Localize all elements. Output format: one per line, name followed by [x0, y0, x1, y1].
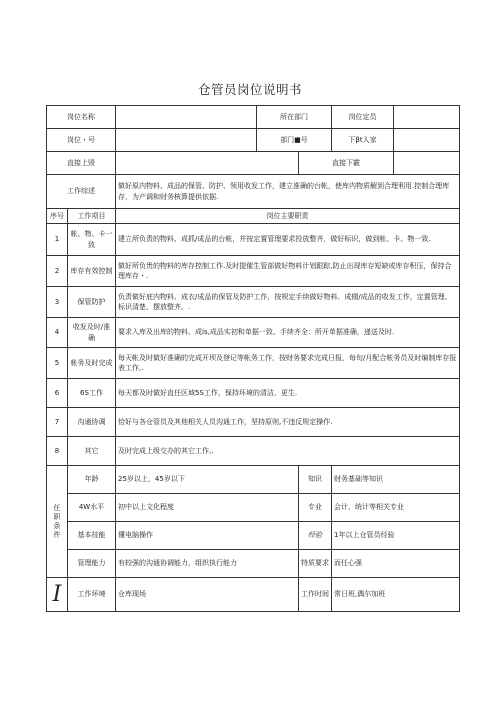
- duty-desc: 要求入库及出库的物料、成is,成品实初和单据一致、手续齐全：所开单据准确，递送及时.: [116, 318, 460, 348]
- duty-row: [47, 379, 460, 408]
- duty-item: 其它: [68, 437, 116, 466]
- duty-row: [47, 437, 460, 466]
- subordinates-label: 下βt人家: [332, 129, 394, 152]
- duty-desc: 及时完成上级交办的其它工作,.: [116, 437, 460, 466]
- qualification-label: 任 职 条 件: [47, 466, 68, 578]
- duty-item: 6S工作: [68, 379, 116, 408]
- env-key: 工作时间: [299, 578, 332, 612]
- duty-row: [47, 408, 460, 437]
- qual-value: 25岁以上，45岁以下: [116, 466, 299, 494]
- page-title: 仓管员岗位说明书: [197, 82, 302, 97]
- qual-key: 年龄: [68, 466, 116, 494]
- env-value: 仓库现场: [116, 578, 299, 612]
- post-code-label: 岗位・号: [47, 129, 116, 152]
- qual-key: 特质要求: [299, 550, 332, 578]
- post-name-value[interactable]: [116, 106, 257, 129]
- duty-item: 沟通协调: [68, 408, 116, 437]
- duty-no: 5: [47, 348, 68, 379]
- post-name-label: 岗位名称: [47, 106, 116, 129]
- direct-subordinate-value[interactable]: [394, 152, 460, 175]
- dept-code-label: 部门■号: [257, 129, 332, 152]
- post-quota-value[interactable]: [394, 106, 460, 129]
- subordinates-value[interactable]: [394, 129, 460, 152]
- duty-no: 3: [47, 287, 68, 318]
- env-key: 工作环境: [68, 578, 116, 612]
- post-quota-label: 岗位定员: [332, 106, 394, 129]
- duty-no: 6: [47, 379, 68, 408]
- duty-desc: 做好所负贵的物料的库存控制工作.及时提催生管部做好物料计划跟踪,防止出现库存短缺或库存积压，保持合理库存・.: [116, 256, 460, 287]
- duty-no: 1: [47, 224, 68, 256]
- duty-row: [47, 287, 460, 318]
- duty-item: 帐、物、卡一致: [68, 224, 116, 256]
- env-mark: I: [47, 578, 68, 612]
- duty-row: [47, 224, 460, 256]
- qual-key: 经验: [299, 522, 332, 550]
- duty-no: 8: [47, 437, 68, 466]
- qual-key: 专业: [299, 494, 332, 522]
- department-label: 所在部门: [257, 106, 332, 129]
- duty-item: 帐务及时完成: [68, 348, 116, 379]
- qual-value: 有较强的沟通协调能力，组织执行能力: [116, 550, 299, 578]
- duty-no: 4: [47, 318, 68, 348]
- duty-desc: 建立所负责的物料、成抓/成品的台帐，并按定置管理要求投放整齐，做好标识，做到帐、卡、物一致.: [116, 224, 460, 256]
- direct-superior-label: 直接上毁: [47, 152, 116, 175]
- overview-text: 做好原内物料、成品的保管、防护、领用收发工作，建立准确的台帐，使库内物质解到合理利用.控制合理库存，为产调和财务核算提供依据.: [116, 175, 460, 209]
- duty-item: 保管防护: [68, 287, 116, 318]
- duty-no: 7: [47, 408, 68, 437]
- qual-value: 会计、统计等相关专业: [332, 494, 460, 522]
- seq-header: 序号: [47, 209, 68, 224]
- direct-superior-value[interactable]: [116, 152, 299, 175]
- duty-row: [47, 256, 460, 287]
- duty-desc: 每天都及时做好直任区域5S工作，保持环境的清洁、更生.: [116, 379, 460, 408]
- duty-desc: 恰好与各仓管员及其他相关人员沟通工作，坚持原则,不违反规定操作.: [116, 408, 460, 437]
- duty-item: 库存有效控制: [68, 256, 116, 287]
- duty-no: 2: [47, 256, 68, 287]
- qual-value: 懂电脑操作: [116, 522, 299, 550]
- qual-key: 基本技能: [68, 522, 116, 550]
- duty-desc: 每天帐及时做好准确的完成开坝及登记等帐务工作，按财务要求完成日报，每旬/月配合帐务员及时编制库存报表工作,.: [116, 348, 460, 379]
- qual-value: 1年以上仓管员经验: [332, 522, 460, 550]
- duty-desc: 负责做好底内物料、成衣/成品的保管及防护工作，按规定手续做好物料、成辍/成品的收发工作，定置管理、标识清楚、摆放整齐。.: [116, 287, 460, 318]
- qual-key: 管理能力: [68, 550, 116, 578]
- post-code-value[interactable]: [116, 129, 257, 152]
- job-description-table: [46, 105, 460, 612]
- duty-row: [47, 318, 460, 348]
- item-header: 工作项目: [68, 209, 116, 224]
- duty-row: [47, 348, 460, 379]
- qual-value: 而任心强: [332, 550, 460, 578]
- overview-label: 工作综述: [47, 175, 116, 209]
- direct-subordinate-label: 直接下霰: [299, 152, 394, 175]
- duty-item: 收发及时/准确: [68, 318, 116, 348]
- qual-value: 财务基础等知识: [332, 466, 460, 494]
- qual-value: 初中以上文化程度: [116, 494, 299, 522]
- qual-key: 知识: [299, 466, 332, 494]
- qual-key: 4W水平: [68, 494, 116, 522]
- duty-header: 岗位主要职责: [116, 209, 460, 224]
- env-value: 常日班,偶尔加班: [332, 578, 460, 612]
